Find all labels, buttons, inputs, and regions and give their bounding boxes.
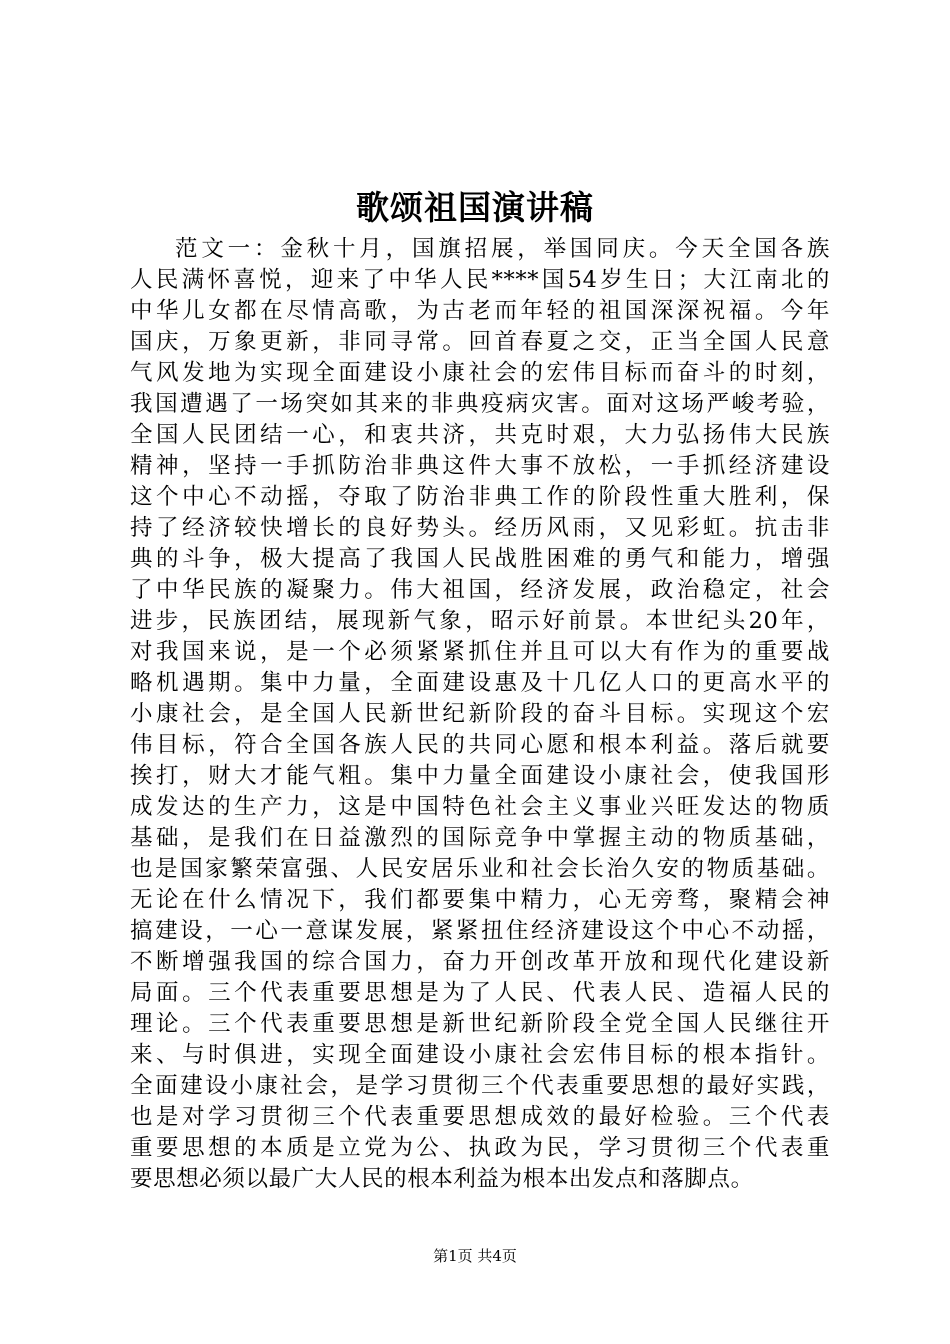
body-line: 精神，坚持一手抓防治非典这件大事不放松，一手抓经济建设 bbox=[130, 453, 830, 479]
body-line: 进步，民族团结，展现新气象，昭示好前景。本世纪头20年， bbox=[130, 608, 830, 634]
body-line: 挨打，财大才能气粗。集中力量全面建设小康社会，使我国形 bbox=[130, 763, 830, 789]
body-line: 对我国来说，是一个必须紧紧抓住并且可以大有作为的重要战 bbox=[130, 639, 830, 665]
body-line: 小康社会，是全国人民新世纪新阶段的奋斗目标。实现这个宏 bbox=[130, 701, 830, 727]
body-line: 典的斗争，极大提高了我国人民战胜困难的勇气和能力，增强 bbox=[130, 546, 830, 572]
page-footer: 第1页 共4页 bbox=[433, 1247, 517, 1265]
body-line: 来、与时俱进，实现全面建设小康社会宏伟目标的根本指针。 bbox=[130, 1042, 830, 1068]
body-line: 这个中心不动摇，夺取了防治非典工作的阶段性重大胜利，保 bbox=[130, 484, 830, 510]
body-line: 全面建设小康社会，是学习贯彻三个代表重要思想的最好实践， bbox=[130, 1073, 830, 1099]
body-line: 全国人民团结一心，和衷共济，共克时艰，大力弘扬伟大民族 bbox=[130, 422, 830, 448]
body-line: 无论在什么情况下，我们都要集中精力，心无旁骛，聚精会神 bbox=[130, 887, 830, 913]
body-line: 也是国家繁荣富强、人民安居乐业和社会长治久安的物质基础。 bbox=[130, 856, 830, 882]
body-line: 重要思想的本质是立党为公、执政为民，学习贯彻三个代表重 bbox=[130, 1135, 830, 1161]
body-line: 理论。三个代表重要思想是新世纪新阶段全党全国人民继往开 bbox=[130, 1011, 830, 1037]
document-body bbox=[130, 234, 830, 1195]
body-line: 要思想必须以最广大人民的根本利益为根本出发点和落脚点。 bbox=[130, 1166, 754, 1192]
body-line: 不断增强我国的综合国力，奋力开创改革开放和现代化建设新 bbox=[130, 949, 830, 975]
body-line: 国庆，万象更新，非同寻常。回首春夏之交，正当全国人民意 bbox=[130, 329, 830, 355]
body-line: 基础，是我们在日益激烈的国际竞争中掌握主动的物质基础， bbox=[130, 825, 830, 851]
body-line: 气风发地为实现全面建设小康社会的宏伟目标而奋斗的时刻， bbox=[130, 360, 830, 386]
body-line: 了中华民族的凝聚力。伟大祖国，经济发展，政治稳定，社会 bbox=[130, 577, 830, 603]
body-line: 搞建设，一心一意谋发展，紧紧扭住经济建设这个中心不动摇， bbox=[130, 918, 830, 944]
body-line: 人民满怀喜悦，迎来了中华人民****国54岁生日；大江南北的 bbox=[130, 267, 830, 293]
document-title: 歌颂祖国演讲稿 bbox=[356, 188, 594, 227]
body-line: 持了经济较快增长的良好势头。经历风雨，又见彩虹。抗击非 bbox=[130, 515, 830, 541]
body-line: 成发达的生产力，这是中国特色社会主义事业兴旺发达的物质 bbox=[130, 794, 830, 820]
body-line: 也是对学习贯彻三个代表重要思想成效的最好检验。三个代表 bbox=[130, 1104, 830, 1130]
body-line: 范文一：金秋十月，国旗招展，举国同庆。今天全国各族 bbox=[175, 236, 830, 262]
body-line: 我国遭遇了一场突如其来的非典疫病灾害。面对这场严峻考验， bbox=[130, 391, 830, 417]
body-line: 略机遇期。集中力量，全面建设惠及十几亿人口的更高水平的 bbox=[130, 670, 830, 696]
body-line: 中华儿女都在尽情高歌，为古老而年轻的祖国深深祝福。今年 bbox=[130, 298, 830, 324]
body-line: 局面。三个代表重要思想是为了人民、代表人民、造福人民的 bbox=[130, 980, 830, 1006]
body-line: 伟目标，符合全国各族人民的共同心愿和根本利益。落后就要 bbox=[130, 732, 830, 758]
